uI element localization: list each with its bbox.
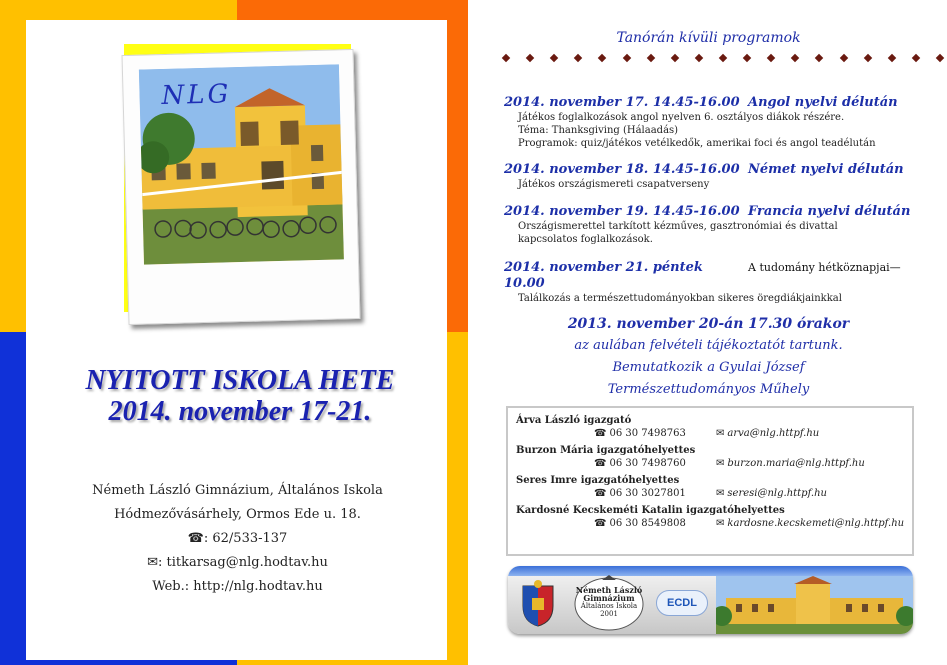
event-date: 2014. november 19. 14.45-16.00 xyxy=(504,204,740,219)
school-phone-number: : 62/533-137 xyxy=(203,531,288,546)
event-date: 2014. november 18. 14.45-16.00 xyxy=(504,162,740,177)
cover-panel xyxy=(0,0,468,665)
contact-email[interactable] xyxy=(666,457,865,470)
email-icon: ✉ xyxy=(716,458,725,469)
email-icon: ✉ xyxy=(716,488,725,499)
contact-phone-number: 06 30 7498763 xyxy=(609,428,686,439)
contact-email[interactable] xyxy=(666,517,904,530)
event-description: Találkozás a természettudományokban sikeres öregdiákjainkkal xyxy=(518,293,842,304)
contact-phone-number: 06 30 3027801 xyxy=(609,488,686,499)
announcement-text: Bemutatkozik a Gyulai József xyxy=(612,360,805,375)
contact-phone xyxy=(516,517,686,530)
school-photo-frame xyxy=(122,49,361,325)
contact-email[interactable] xyxy=(666,427,819,440)
contact-email[interactable] xyxy=(666,487,827,500)
school-email xyxy=(40,552,435,573)
contact-name: Árva László igazgató xyxy=(516,415,632,426)
school-address: Hódmezővásárhely, Ormos Ede u. 18. xyxy=(114,507,361,522)
contacts-box xyxy=(506,406,914,556)
event-date: 2014. november 21. péntek 10.00 xyxy=(504,260,703,291)
contact-entry xyxy=(516,474,904,500)
phone-icon: ☎ xyxy=(187,531,204,546)
school-phone xyxy=(40,528,435,549)
event-description: Téma: Thanksgiving (Hálaadás) xyxy=(518,125,679,136)
contact-entry xyxy=(516,444,904,470)
announcement-text: az aulában felvételi tájékoztatót tartunk. xyxy=(574,338,843,353)
contact-entry xyxy=(516,414,904,440)
school-email-address: : titkarsag@nlg.hodtav.hu xyxy=(158,555,328,570)
admission-announcement xyxy=(470,313,947,401)
event-item xyxy=(504,204,944,246)
seal-school-subtitle: Általános Iskola xyxy=(580,602,638,610)
phone-icon: ☎ xyxy=(594,518,607,529)
logo-banner xyxy=(508,566,913,634)
contact-phone xyxy=(516,457,686,470)
contact-name: Seres Imre igazgatóhelyettes xyxy=(516,475,680,486)
contact-phone xyxy=(516,427,686,440)
contact-phone-number: 06 30 8549808 xyxy=(609,518,686,529)
email-icon: ✉ xyxy=(716,428,725,439)
diamond-divider xyxy=(503,55,943,61)
announcement-date: 2013. november 20-án 17.30 órakor xyxy=(567,316,850,332)
section-title: Tanórán kívüli programok xyxy=(616,30,801,46)
school-building-photo xyxy=(139,64,344,264)
program-panel xyxy=(470,0,947,665)
event-description: Programok: quiz/játékos vetélkedők, amerikai foci és angol teadélután xyxy=(518,138,876,149)
event-title xyxy=(60,365,420,427)
seal-school-name: Németh László xyxy=(575,585,643,595)
contact-entry xyxy=(516,504,904,530)
page-title: NYITOTT ISKOLA HETE xyxy=(85,365,395,396)
event-description: kapcsolatos foglalkozások. xyxy=(518,234,653,245)
event-name: A tudomány hétköznapjai— xyxy=(748,261,901,274)
event-name: Francia nyelvi délután xyxy=(748,204,911,219)
nlg-logo-text: NLG xyxy=(161,79,232,112)
event-item xyxy=(504,162,944,191)
city-crest-icon xyxy=(518,578,558,628)
phone-icon: ☎ xyxy=(594,428,607,439)
announcement-text: Természettudományos Műhely xyxy=(607,382,810,397)
contact-name: Kardosné Kecskeméti Katalin igazgatóhelyettes xyxy=(516,505,785,516)
contact-phone xyxy=(516,487,686,500)
email-icon: ✉ xyxy=(147,555,159,570)
contact-email-address[interactable]: arva@nlg.httpf.hu xyxy=(727,428,820,439)
event-description: Játékos országismereti csapatverseny xyxy=(518,179,710,190)
school-web[interactable]: Web.: http://nlg.hodtav.hu xyxy=(152,579,323,594)
seal-school-type: Gimnázium xyxy=(583,593,635,603)
contact-email-address[interactable]: burzon.maria@nlg.httpf.hu xyxy=(727,458,865,469)
school-building-image xyxy=(716,576,913,634)
ecdl-logo: ECDL xyxy=(656,590,708,616)
event-name: Német nyelvi délután xyxy=(748,162,904,177)
school-seal-logo xyxy=(572,574,646,632)
contact-email-address[interactable]: seresi@nlg.httpf.hu xyxy=(727,488,827,499)
school-contact-info xyxy=(40,480,435,600)
event-item xyxy=(504,260,944,305)
phone-icon: ☎ xyxy=(594,488,607,499)
event-item xyxy=(504,95,944,150)
email-icon: ✉ xyxy=(716,518,725,529)
contact-email-address[interactable]: kardosne.kecskemeti@nlg.httpf.hu xyxy=(727,518,905,529)
event-description: Országismerettel tarkított kézműves, gasztronómiai és divattal xyxy=(518,221,838,232)
event-description: Játékos foglalkozások angol nyelven 6. osztályos diákok részére. xyxy=(518,112,845,123)
phone-icon: ☎ xyxy=(594,458,607,469)
event-date: 2014. november 17. 14.45-16.00 xyxy=(504,95,740,110)
seal-year: 2001 xyxy=(600,610,618,618)
contact-name: Burzon Mária igazgatóhelyettes xyxy=(516,445,696,456)
event-name: Angol nyelvi délután xyxy=(748,95,898,110)
school-name: Németh László Gimnázium, Általános Iskola xyxy=(92,483,383,498)
banner-stripe xyxy=(508,566,913,576)
event-date: 2014. november 17-21. xyxy=(108,396,372,427)
contact-phone-number: 06 30 7498760 xyxy=(609,458,686,469)
